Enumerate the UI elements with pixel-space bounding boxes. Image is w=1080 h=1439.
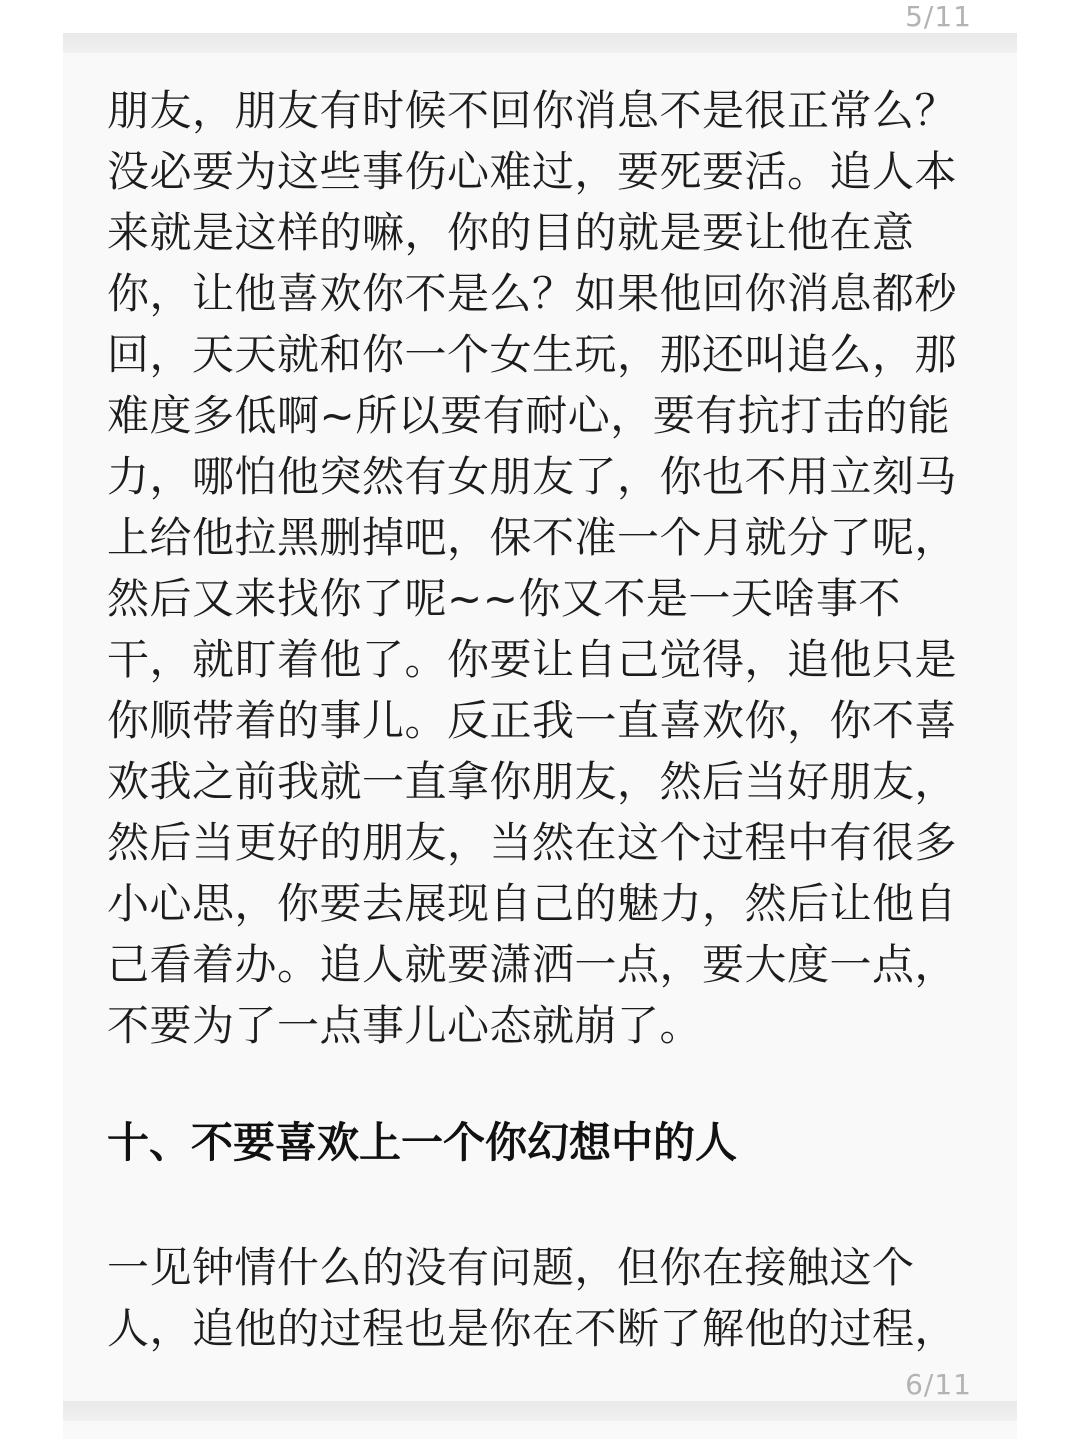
section-heading: 十、不要喜欢上一个你幻想中的人: [107, 1118, 738, 1167]
page-divider-top: [63, 33, 1017, 53]
page-indicator-bottom: 6/11: [905, 1368, 972, 1401]
text-line: 你，让他喜欢你不是么？如果他回你消息都秒: [107, 269, 958, 318]
text-line: 来就是这样的嘛，你的目的就是要让他在意: [107, 208, 915, 257]
paragraph-2: [107, 1237, 967, 1359]
text-line: 人，追他的过程也是你在不断了解他的过程，: [107, 1304, 958, 1353]
text-line: 上给他拉黑删掉吧，保不准一个月就分了呢，: [107, 513, 958, 562]
text-line: 回，天天就和你一个女生玩，那还叫追么，那: [107, 330, 958, 379]
text-line: 难度多低啊~所以要有耐心，要有抗打击的能: [107, 391, 951, 440]
text-line: 一见钟情什么的没有问题，但你在接触这个: [107, 1243, 915, 1292]
text-line: 不要为了一点事儿心态就崩了。: [107, 1001, 703, 1050]
text-line: 然后又来找你了呢~~你又不是一天啥事不: [107, 574, 901, 623]
text-line: 力，哪怕他突然有女朋友了，你也不用立刻马: [107, 452, 958, 501]
text-line: 没必要为这些事伤心难过，要死要活。追人本: [107, 147, 958, 196]
next-page-sheet: [63, 1421, 1017, 1439]
page-indicator-top: 5/11: [905, 0, 972, 33]
text-line: 朋友，朋友有时候不回你消息不是很正常么？: [107, 86, 958, 135]
text-line: 己看着办。追人就要潇洒一点，要大度一点，: [107, 940, 958, 989]
paragraph-1: [107, 80, 967, 1056]
text-line: 干，就盯着他了。你要让自己觉得，追他只是: [107, 635, 958, 684]
page-divider-bottom: [63, 1401, 1017, 1421]
text-line: 小心思，你要去展现自己的魅力，然后让他自: [107, 879, 958, 928]
text-line: 欢我之前我就一直拿你朋友，然后当好朋友，: [107, 757, 958, 806]
text-line: 你顺带着的事儿。反正我一直喜欢你，你不喜: [107, 696, 958, 745]
text-line: 然后当更好的朋友，当然在这个过程中有很多: [107, 818, 958, 867]
